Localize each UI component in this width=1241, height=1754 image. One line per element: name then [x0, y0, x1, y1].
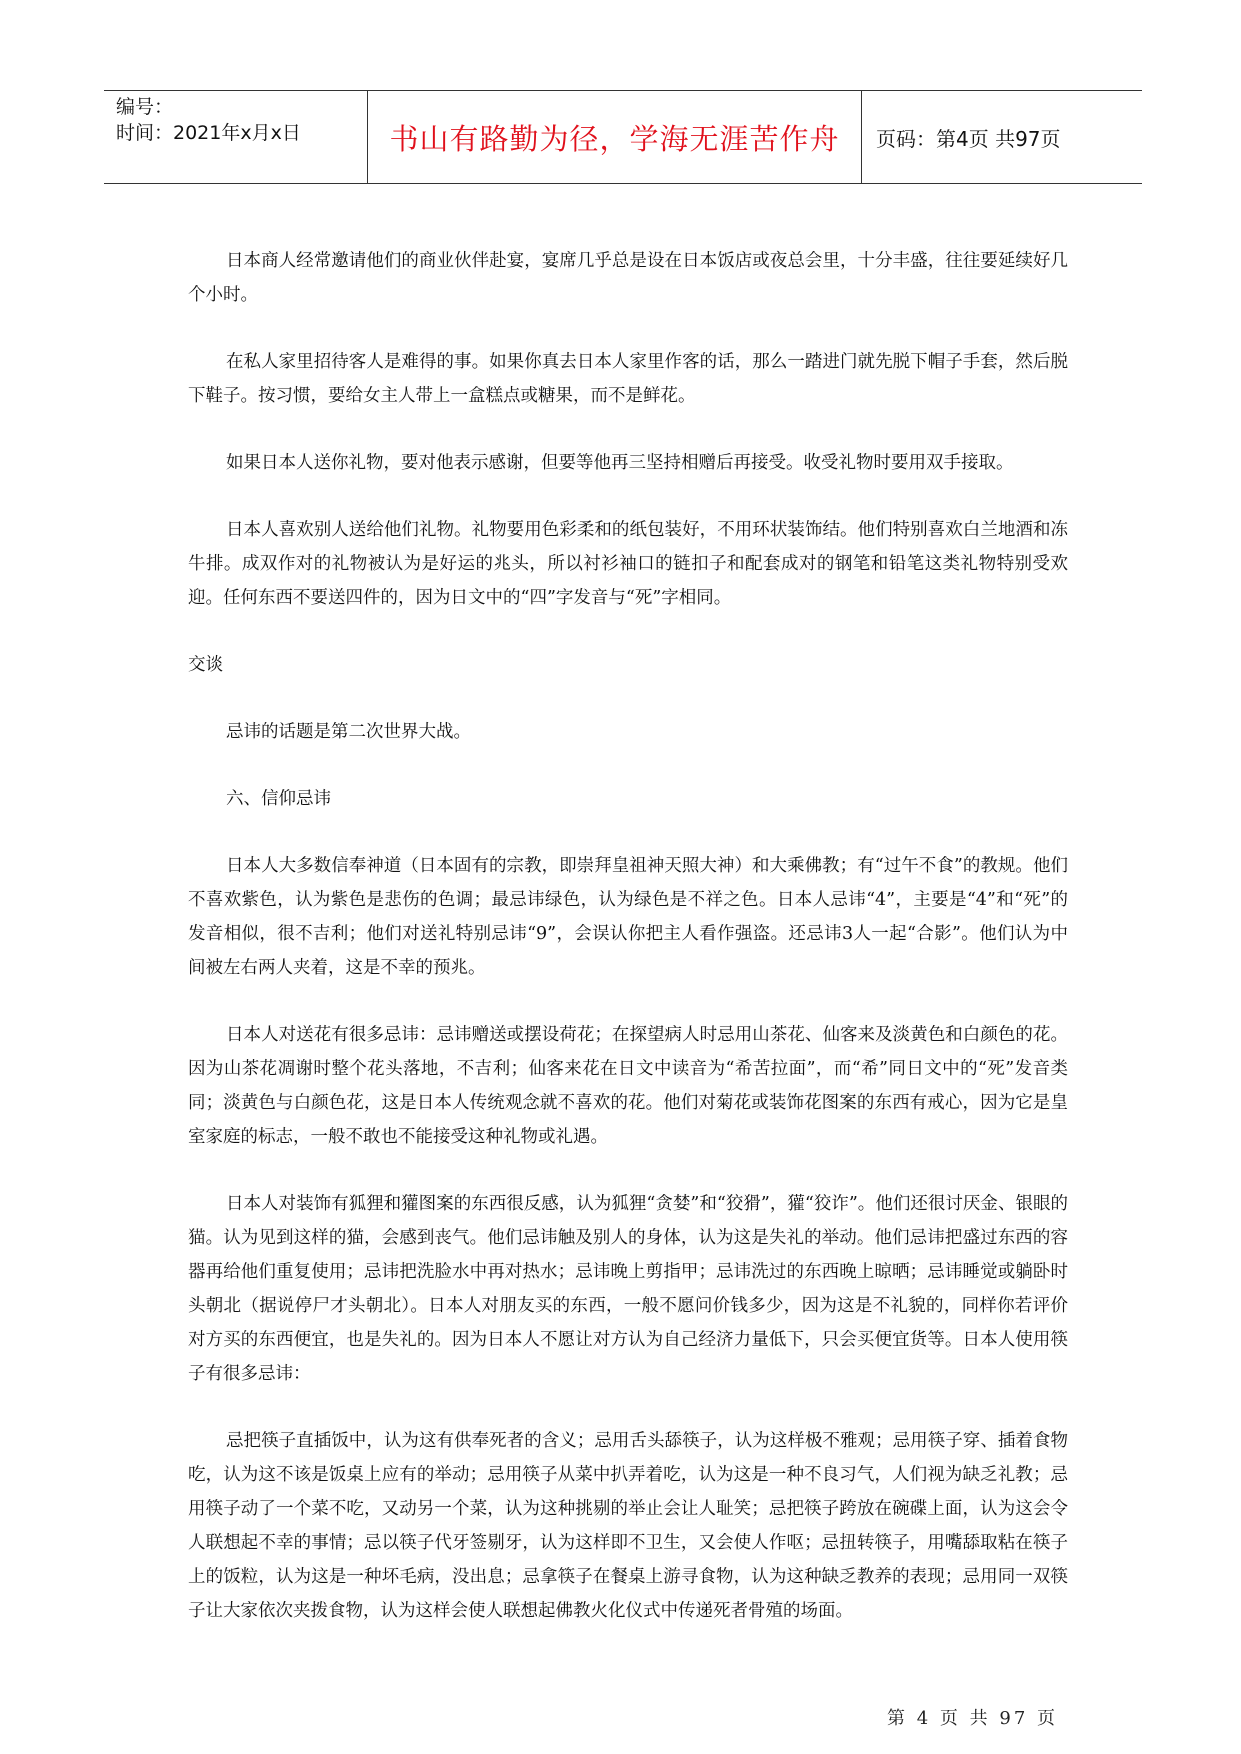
paragraph: 忌把筷子直插饭中，认为这有供奉死者的含义；忌用舌头舔筷子，认为这样极不雅观；忌用筷子穿、插着食物吃，认为这不该是饭桌上应有的举动；忌用筷子从菜中扒弄着吃，认为这是一种不良习气，人们视为缺乏礼教；忌用筷子动了一个菜不吃，又动另一个菜，认为这种挑剔的举止会让人耻笑；忌把筷子跨放在碗碟上面，认为这会令人联想起不幸的事情；忌以筷子代牙签剔牙，认为这样即不卫生，又会使人作呕；忌扭转筷子，用嘴舔取粘在筷子上的饭粒，认为这是一种坏毛病，没出息；忌拿筷子在餐桌上游寻食物，认为这种缺乏教养的表现；忌用同一双筷子让大家依次夹拨食物，认为这样会使人联想起佛教火化仪式中传递死者骨殖的场面。 [188, 1431, 1068, 1621]
paragraph: 日本人对送花有很多忌讳：忌讳赠送或摆设荷花；在探望病人时忌用山茶花、仙客来及淡黄色和白颜色的花。因为山茶花凋谢时整个花头落地，不吉利；仙客来花在日文中读音为“希苦拉面”，而“希”同日文中的“死”发音类同；淡黄色与白颜色花，这是日本人传统观念就不喜欢的花。他们对菊花或装饰花图案的东西有戒心，因为它是皇室家庭的标志，一般不敢也不能接受这种礼物或礼遇。 [188, 1025, 1068, 1147]
page-footer: 第 4 页 共 97 页 [887, 1708, 1058, 1729]
page-header [104, 90, 1142, 184]
section-heading: 六、信仰忌讳 [226, 789, 331, 809]
time-label: 时间：2021年x月x日 [116, 122, 301, 144]
header-motto: 书山有路勤为径，学海无涯苦作舟 [368, 91, 862, 183]
document-body [188, 244, 1068, 1661]
paragraph: 忌讳的话题是第二次世界大战。 [226, 722, 471, 742]
paragraph: 日本人对装饰有狐狸和獾图案的东西很反感，认为狐狸“贪婪”和“狡猾”，獾“狡诈”。他们还很讨厌金、银眼的猫。认为见到这样的猫，会感到丧气。他们忌讳触及别人的身体，认为这是失礼的举动。他们忌讳把盛过东西的容器再给他们重复使用；忌讳把洗脸水中再对热水；忌讳晚上剪指甲；忌讳洗过的东西晚上晾晒；忌讳睡觉或躺卧时头朝北（据说停尸才头朝北）。日本人对朋友买的东西，一般不愿问价钱多少，因为这是不礼貌的，同样你若评价对方买的东西便宜，也是失礼的。因为日本人不愿让对方认为自己经济力量低下，只会买便宜货等。日本人使用筷子有很多忌讳： [188, 1194, 1068, 1384]
section-heading: 交谈 [188, 655, 223, 675]
number-label: 编号： [116, 96, 174, 118]
paragraph: 如果日本人送你礼物，要对他表示感谢，但要等他再三坚持相赠后再接受。收受礼物时要用双手接取。 [226, 453, 1014, 473]
paragraph: 日本人大多数信奉神道（日本固有的宗教，即崇拜皇祖神天照大神）和大乘佛教；有“过午不食”的教规。他们不喜欢紫色，认为紫色是悲伤的色调；最忌讳绿色，认为绿色是不祥之色。日本人忌讳“4”，主要是“4”和“死”的发音相似，很不吉利；他们对送礼特别忌讳“9”，会误认你把主人看作强盗。还忌讳3人一起“合影”。他们认为中间被左右两人夹着，这是不幸的预兆。 [188, 856, 1068, 978]
paragraph: 在私人家里招待客人是难得的事。如果你真去日本人家里作客的话，那么一踏进门就先脱下帽子手套，然后脱下鞋子。按习惯，要给女主人带上一盒糕点或糖果，而不是鲜花。 [188, 352, 1068, 406]
paragraph: 日本商人经常邀请他们的商业伙伴赴宴，宴席几乎总是设在日本饭店或夜总会里，十分丰盛，往往要延续好几个小时。 [188, 251, 1068, 305]
header-page-info: 页码：第4页 共97页 [876, 126, 1061, 151]
paragraph: 日本人喜欢别人送给他们礼物。礼物要用色彩柔和的纸包装好，不用环状装饰结。他们特别喜欢白兰地酒和冻牛排。成双作对的礼物被认为是好运的兆头，所以衬衫袖口的链扣子和配套成对的钢笔和铅笔这类礼物特别受欢迎。任何东西不要送四件的，因为日文中的“四”字发音与“死”字相同。 [188, 520, 1068, 608]
header-meta [104, 91, 368, 183]
